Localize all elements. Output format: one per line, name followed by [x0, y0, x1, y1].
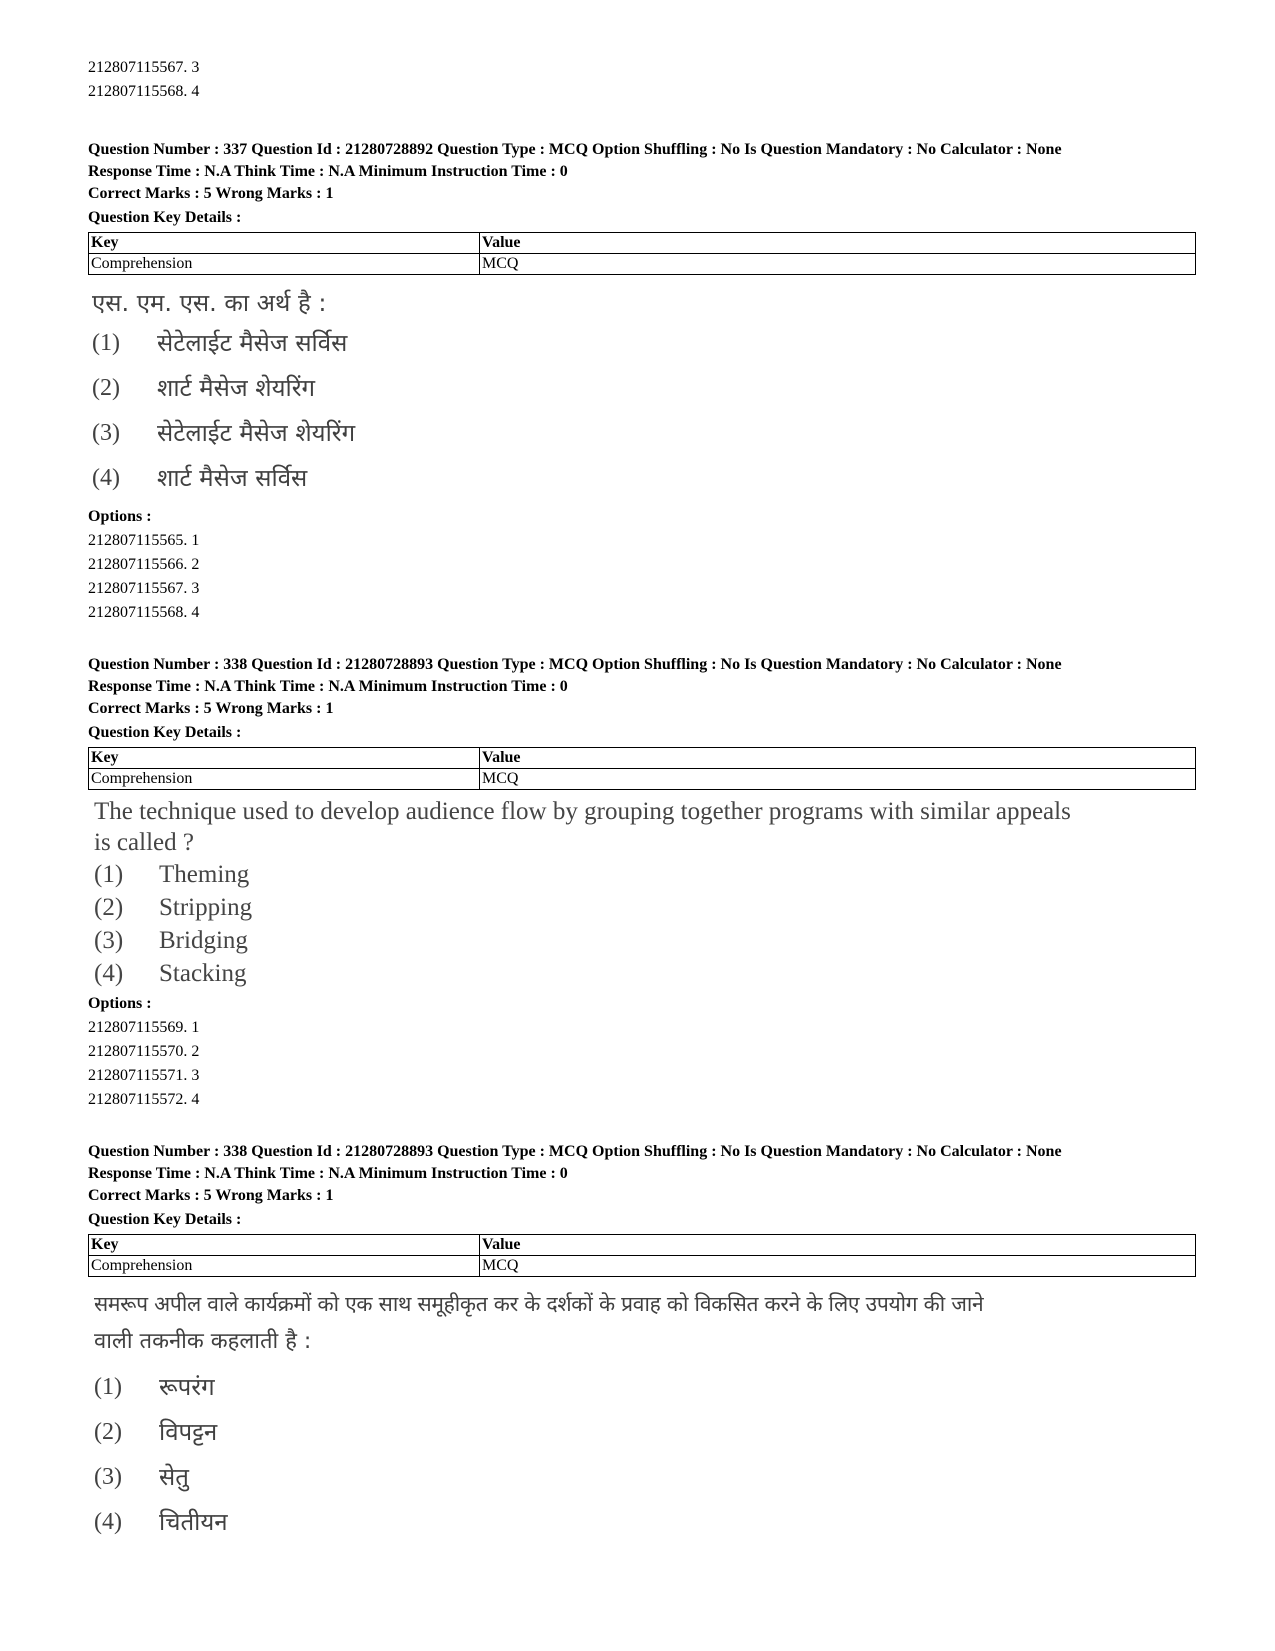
table-cell: Value: [480, 748, 1196, 769]
options-list: [88, 992, 1198, 1112]
table-row: [89, 1256, 1196, 1277]
question-timing: Response Time : N.A Think Time : N.A Minimum Instruction Time : 0: [88, 678, 568, 695]
choice-number: (3): [94, 1464, 122, 1490]
option-id: 212807115567. 3: [88, 59, 200, 76]
table-cell: Comprehension: [89, 254, 480, 275]
choice-text: Stacking: [159, 960, 247, 987]
choice-4: [94, 957, 1198, 990]
question-header: Question Number : 338 Question Id : 21280728893 Question Type : MCQ Option Shuffling : No Is Question Mandatory : No Calculator : None: [88, 656, 1062, 673]
choice-4: [94, 1500, 1198, 1545]
choice-text: विपट्टन: [159, 1418, 218, 1446]
choice-3: [94, 1455, 1198, 1500]
table-cell: Key: [89, 233, 480, 254]
question-marks: Correct Marks : 5 Wrong Marks : 1: [88, 1187, 334, 1204]
table-cell: MCQ: [480, 769, 1196, 790]
question-image: [94, 1285, 1198, 1545]
question-stem: एस. एम. एस. का अर्थ है :: [92, 289, 327, 317]
choice-number: (4): [92, 465, 120, 491]
choice-4: [92, 456, 1198, 501]
choice-1: [92, 321, 1198, 366]
question-stem: The technique used to develop audience flow by grouping together programs with similar appeals: [94, 798, 1071, 825]
choice-2: [94, 1410, 1198, 1455]
table-cell: MCQ: [480, 254, 1196, 275]
key-details-label: Question Key Details :: [88, 209, 242, 226]
question-header: Question Number : 338 Question Id : 21280728893 Question Type : MCQ Option Shuffling : No Is Question Mandatory : No Calculator : None: [88, 1143, 1062, 1160]
choice-number: (2): [94, 1419, 122, 1445]
options-list: [88, 505, 1198, 625]
table-cell: Value: [480, 233, 1196, 254]
choice-number: (2): [92, 375, 120, 401]
choice-number: (4): [94, 1509, 122, 1535]
choice-number: (3): [94, 927, 124, 954]
choice-text: Theming: [159, 861, 250, 888]
option-id: 212807115572. 4: [88, 1091, 200, 1108]
table-cell: Comprehension: [89, 1256, 480, 1277]
table-header-row: [89, 748, 1196, 769]
table-cell: Comprehension: [89, 769, 480, 790]
choice-text: सेतु: [159, 1463, 189, 1491]
options-label: Options :: [88, 508, 152, 525]
choice-number: (1): [94, 1374, 122, 1400]
choice-text: Bridging: [159, 927, 248, 954]
choice-text: शार्ट मैसेज शेयरिंग: [157, 374, 316, 402]
option-id: 212807115568. 4: [88, 604, 200, 621]
table-cell: Key: [89, 1235, 480, 1256]
question-image: [92, 285, 1198, 501]
choice-number: (1): [92, 330, 120, 356]
choice-3: [92, 411, 1198, 456]
table-header-row: [89, 1235, 1196, 1256]
question-key-table: [88, 232, 1196, 275]
choice-2: [94, 891, 1198, 924]
document-page: [88, 56, 1198, 1545]
option-id: 212807115565. 1: [88, 532, 200, 549]
choice-1: [94, 858, 1198, 891]
table-cell: Value: [480, 1235, 1196, 1256]
option-id: 212807115570. 2: [88, 1043, 200, 1060]
option-id: 212807115568. 4: [88, 83, 200, 100]
key-details-label: Question Key Details :: [88, 724, 242, 741]
question-marks: Correct Marks : 5 Wrong Marks : 1: [88, 700, 334, 717]
options-label: Options :: [88, 995, 152, 1012]
choice-text: शार्ट मैसेज सर्विस: [157, 464, 308, 492]
choice-3: [94, 924, 1198, 957]
question-key-table: [88, 1234, 1196, 1277]
table-cell: MCQ: [480, 1256, 1196, 1277]
question-block-337: [88, 138, 1198, 625]
question-block-338-en: [88, 653, 1198, 1112]
table-cell: Key: [89, 748, 480, 769]
key-details-label: Question Key Details :: [88, 1211, 242, 1228]
table-row: [89, 254, 1196, 275]
choice-number: (3): [92, 420, 120, 446]
question-marks: Correct Marks : 5 Wrong Marks : 1: [88, 185, 334, 202]
table-header-row: [89, 233, 1196, 254]
question-timing: Response Time : N.A Think Time : N.A Minimum Instruction Time : 0: [88, 163, 568, 180]
table-row: [89, 769, 1196, 790]
question-stem-continued: is called ?: [94, 829, 194, 856]
choice-text: सेटेलाईट मैसेज शेयरिंग: [157, 419, 356, 447]
choice-text: चितीयन: [159, 1508, 228, 1536]
previous-options-list: [88, 56, 1198, 104]
option-id: 212807115571. 3: [88, 1067, 200, 1084]
choice-number: (1): [94, 861, 124, 888]
choice-number: (4): [94, 960, 124, 987]
choice-2: [92, 366, 1198, 411]
choice-text: सेटेलाईट मैसेज सर्विस: [157, 329, 348, 357]
option-id: 212807115566. 2: [88, 556, 200, 573]
choice-number: (2): [94, 894, 124, 921]
question-stem-continued: वाली तकनीक कहलाती है :: [94, 1329, 312, 1354]
question-image: [94, 796, 1198, 990]
question-stem: समरूप अपील वाले कार्यक्रमों को एक साथ समूहीकृत कर के दर्शकों के प्रवाह को विकसित करने के लिए उपयोग की जाने: [94, 1292, 984, 1316]
question-key-table: [88, 747, 1196, 790]
question-header: Question Number : 337 Question Id : 21280728892 Question Type : MCQ Option Shuffling : No Is Question Mandatory : No Calculator : None: [88, 141, 1062, 158]
question-timing: Response Time : N.A Think Time : N.A Minimum Instruction Time : 0: [88, 1165, 568, 1182]
option-id: 212807115569. 1: [88, 1019, 200, 1036]
choice-text: Stripping: [159, 894, 253, 921]
option-id: 212807115567. 3: [88, 580, 200, 597]
choice-text: रूपरंग: [159, 1373, 215, 1401]
question-block-338-hi: [88, 1140, 1198, 1545]
choice-1: [94, 1365, 1198, 1410]
